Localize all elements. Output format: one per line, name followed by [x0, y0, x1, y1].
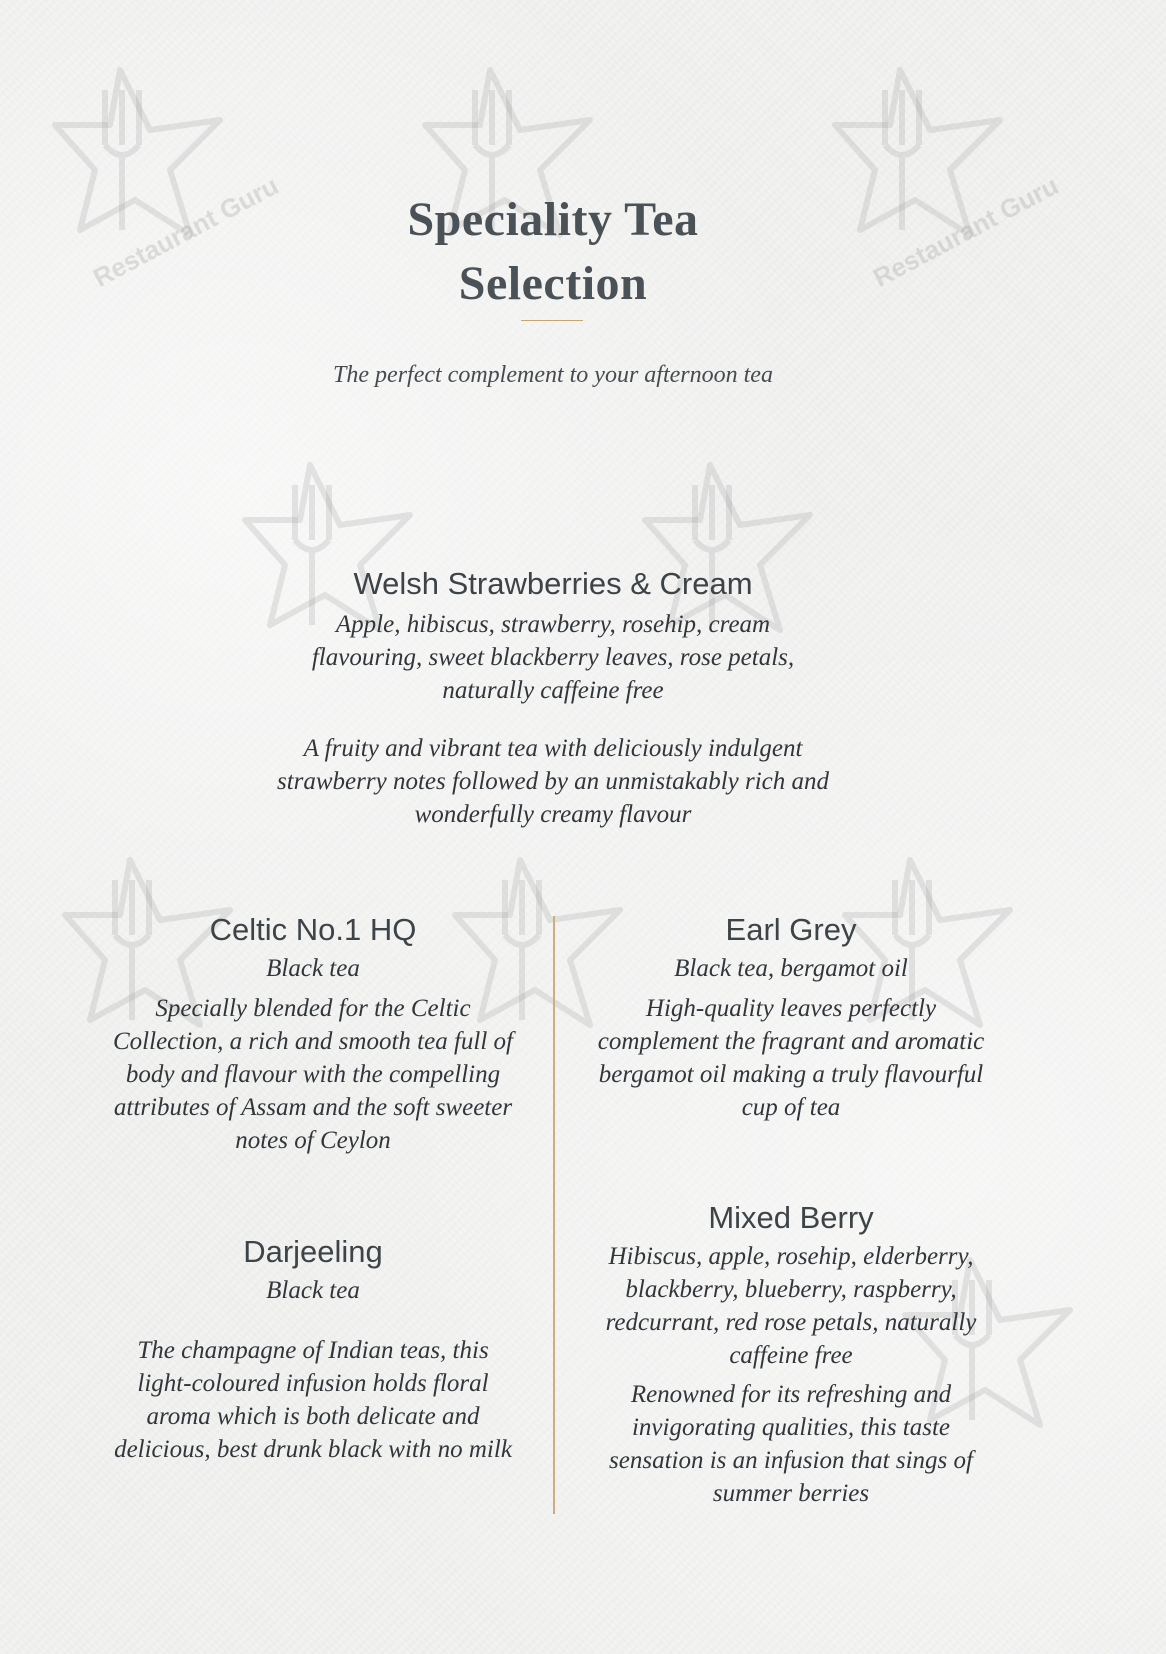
tea-description: Specially blended for the Celtic Collection, a rich and smooth tea full of body and flavour with the compelling attributes of Assam and the soft sweeter notes of Ceylon: [113, 995, 513, 1154]
tea-description: Renowned for its refreshing and invigorating qualities, this taste sensation is an infusion that sings of summer berries: [609, 1381, 973, 1507]
page-title-line-2: Selection: [458, 257, 648, 311]
tea-type: Black tea: [266, 955, 360, 982]
tea-type: Black tea, bergamot oil: [674, 955, 908, 982]
tea-name: Darjeeling: [243, 1234, 383, 1269]
tea-item-earl-grey: [596, 910, 986, 1124]
tea-item-darjeeling: [110, 1232, 516, 1466]
tea-item-mixed-berry: [600, 1198, 982, 1510]
tea-description: The champagne of Indian teas, this light-coloured infusion holds floral aroma which is both delicate and delicious, best drunk black with no milk: [114, 1337, 512, 1463]
page-title-line-1: Speciality Tea: [407, 193, 699, 247]
featured-tea-item: [250, 564, 856, 831]
tea-ingredients: Apple, hibiscus, strawberry, rosehip, cream flavouring, sweet blackberry leaves, rose petals, naturally caffeine free: [311, 611, 795, 704]
tea-name: Welsh Strawberries & Cream: [353, 566, 753, 601]
watermark-text: Restaurant Guru: [868, 170, 1064, 293]
tea-item-celtic-no1-hq: [110, 910, 516, 1157]
column-divider: [553, 916, 555, 1514]
watermark-text: Restaurant Guru: [88, 170, 284, 293]
page-subtitle: The perfect complement to your afternoon tea: [333, 362, 773, 388]
tea-ingredients: Hibiscus, apple, rosehip, elderberry, blackberry, blueberry, raspberry, redcurrant, red rose petals, naturally caffeine free: [605, 1243, 977, 1369]
tea-name: Earl Grey: [725, 912, 857, 947]
tea-description: High-quality leaves perfectly complement the fragrant and aromatic bergamot oil making a truly flavourful cup of tea: [597, 995, 985, 1121]
page-title: [0, 188, 1106, 316]
tea-type: Black tea: [266, 1277, 360, 1304]
tea-description: A fruity and vibrant tea with deliciously indulgent strawberry notes followed by an unmistakably rich and wonderfully creamy flavour: [276, 735, 830, 828]
title-divider: [521, 320, 583, 321]
tea-name: Celtic No.1 HQ: [209, 912, 417, 947]
tea-name: Mixed Berry: [708, 1200, 874, 1235]
